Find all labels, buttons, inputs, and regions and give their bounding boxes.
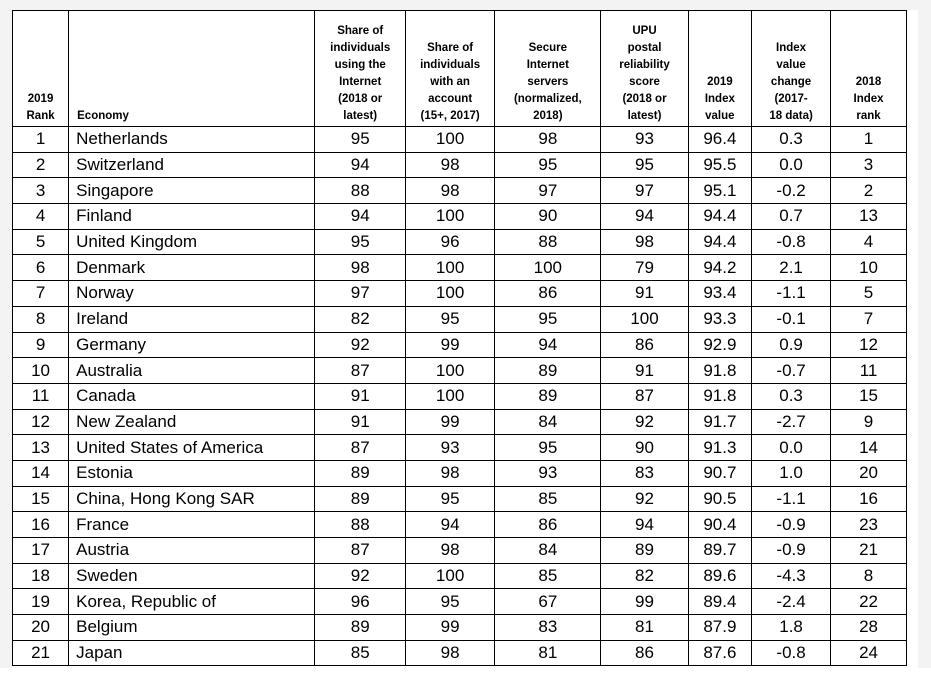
rank-2018-cell: 12 bbox=[831, 332, 907, 358]
rank-2018-cell: 3 bbox=[831, 152, 907, 178]
internet-share-cell: 89 bbox=[315, 615, 405, 641]
economy-cell: Singapore bbox=[69, 178, 315, 204]
index-change-cell: 0.0 bbox=[752, 435, 831, 461]
index-change-header: Index value change (2017- 18 data) bbox=[752, 11, 831, 127]
upu-score-cell: 94 bbox=[601, 512, 688, 538]
rank-2018-cell: 22 bbox=[831, 589, 907, 615]
secure-servers-cell: 83 bbox=[495, 615, 601, 641]
upu-score-cell: 90 bbox=[601, 435, 688, 461]
table-body bbox=[13, 127, 907, 666]
account-share-cell: 94 bbox=[405, 512, 494, 538]
index-value-cell: 91.8 bbox=[688, 383, 751, 409]
economy-cell: Canada bbox=[69, 383, 315, 409]
index-change-cell: 0.7 bbox=[752, 204, 831, 230]
economy-cell: Denmark bbox=[69, 255, 315, 281]
account-share-cell: 100 bbox=[405, 563, 494, 589]
index-value-cell: 91.8 bbox=[688, 358, 751, 384]
index-value-cell: 93.4 bbox=[688, 281, 751, 307]
rank-2019-cell: 6 bbox=[13, 255, 69, 281]
rank-2019-cell: 9 bbox=[13, 332, 69, 358]
index-change-cell: 0.3 bbox=[752, 127, 831, 153]
table-row bbox=[13, 409, 907, 435]
index-value-cell: 87.9 bbox=[688, 615, 751, 641]
upu-score-cell: 86 bbox=[601, 640, 688, 666]
index-change-cell: -0.8 bbox=[752, 229, 831, 255]
secure-servers-cell: 90 bbox=[495, 204, 601, 230]
secure-servers-header: Secure Internet servers (normalized, 2018) bbox=[495, 11, 601, 127]
index-change-cell: 0.9 bbox=[752, 332, 831, 358]
rank-2019-cell: 19 bbox=[13, 589, 69, 615]
rank-2019-cell: 8 bbox=[13, 306, 69, 332]
table-header bbox=[13, 11, 907, 127]
table-row bbox=[13, 229, 907, 255]
rank-2018-header: 2018 Index rank bbox=[831, 11, 907, 127]
internet-share-cell: 89 bbox=[315, 486, 405, 512]
economy-cell: Switzerland bbox=[69, 152, 315, 178]
rank-2018-cell: 4 bbox=[831, 229, 907, 255]
upu-score-cell: 99 bbox=[601, 589, 688, 615]
secure-servers-cell: 100 bbox=[495, 255, 601, 281]
index-change-cell: -0.2 bbox=[752, 178, 831, 204]
rank-2019-cell: 12 bbox=[13, 409, 69, 435]
table-row bbox=[13, 255, 907, 281]
table-row bbox=[13, 358, 907, 384]
account-share-cell: 100 bbox=[405, 127, 494, 153]
upu-score-cell: 92 bbox=[601, 486, 688, 512]
rank-2018-cell: 16 bbox=[831, 486, 907, 512]
rank-2019-header: 2019 Rank bbox=[13, 11, 69, 127]
secure-servers-cell: 86 bbox=[495, 281, 601, 307]
rank-2018-cell: 14 bbox=[831, 435, 907, 461]
rank-2019-cell: 2 bbox=[13, 152, 69, 178]
index-value-cell: 96.4 bbox=[688, 127, 751, 153]
economy-cell: Belgium bbox=[69, 615, 315, 641]
account-share-cell: 100 bbox=[405, 204, 494, 230]
upu-score-cell: 81 bbox=[601, 615, 688, 641]
internet-share-cell: 87 bbox=[315, 538, 405, 564]
rank-2019-cell: 3 bbox=[13, 178, 69, 204]
rank-2019-cell: 11 bbox=[13, 383, 69, 409]
economy-cell: Ireland bbox=[69, 306, 315, 332]
index-value-cell: 89.7 bbox=[688, 538, 751, 564]
secure-servers-cell: 89 bbox=[495, 358, 601, 384]
rank-2019-cell: 4 bbox=[13, 204, 69, 230]
rank-2018-cell: 1 bbox=[831, 127, 907, 153]
economy-cell: Japan bbox=[69, 640, 315, 666]
upu-score-cell: 89 bbox=[601, 538, 688, 564]
index-value-cell: 89.4 bbox=[688, 589, 751, 615]
internet-share-cell: 92 bbox=[315, 332, 405, 358]
rank-2018-cell: 5 bbox=[831, 281, 907, 307]
secure-servers-cell: 89 bbox=[495, 383, 601, 409]
table-row bbox=[13, 383, 907, 409]
index-value-cell: 94.4 bbox=[688, 229, 751, 255]
rank-2018-cell: 7 bbox=[831, 306, 907, 332]
internet-share-cell: 91 bbox=[315, 383, 405, 409]
upu-score-cell: 92 bbox=[601, 409, 688, 435]
internet-share-cell: 95 bbox=[315, 229, 405, 255]
rank-2018-cell: 21 bbox=[831, 538, 907, 564]
upu-score-cell: 93 bbox=[601, 127, 688, 153]
index-value-cell: 87.6 bbox=[688, 640, 751, 666]
rank-2018-cell: 28 bbox=[831, 615, 907, 641]
internet-share-cell: 87 bbox=[315, 435, 405, 461]
account-share-cell: 98 bbox=[405, 178, 494, 204]
account-share-cell: 99 bbox=[405, 332, 494, 358]
upu-score-cell: 94 bbox=[601, 204, 688, 230]
rank-2019-cell: 20 bbox=[13, 615, 69, 641]
economy-cell: Korea, Republic of bbox=[69, 589, 315, 615]
upu-score-cell: 83 bbox=[601, 460, 688, 486]
internet-share-cell: 95 bbox=[315, 127, 405, 153]
rank-2019-cell: 1 bbox=[13, 127, 69, 153]
economy-header: Economy bbox=[69, 11, 315, 127]
rank-2019-cell: 7 bbox=[13, 281, 69, 307]
table-row bbox=[13, 486, 907, 512]
account-share-cell: 100 bbox=[405, 281, 494, 307]
index-change-cell: -0.7 bbox=[752, 358, 831, 384]
account-share-cell: 95 bbox=[405, 306, 494, 332]
upu-score-cell: 98 bbox=[601, 229, 688, 255]
upu-score-cell: 87 bbox=[601, 383, 688, 409]
rank-2018-cell: 8 bbox=[831, 563, 907, 589]
upu-score-cell: 79 bbox=[601, 255, 688, 281]
secure-servers-cell: 88 bbox=[495, 229, 601, 255]
secure-servers-cell: 85 bbox=[495, 486, 601, 512]
index-value-cell: 94.2 bbox=[688, 255, 751, 281]
economy-cell: Austria bbox=[69, 538, 315, 564]
internet-share-cell: 94 bbox=[315, 204, 405, 230]
rank-2018-cell: 2 bbox=[831, 178, 907, 204]
table-row bbox=[13, 589, 907, 615]
secure-servers-cell: 81 bbox=[495, 640, 601, 666]
rank-2019-cell: 21 bbox=[13, 640, 69, 666]
index-value-cell: 91.7 bbox=[688, 409, 751, 435]
table-row bbox=[13, 512, 907, 538]
internet-share-header: Share of individuals using the Internet (2018 or latest) bbox=[315, 11, 405, 127]
table-row bbox=[13, 332, 907, 358]
economy-cell: Estonia bbox=[69, 460, 315, 486]
secure-servers-cell: 84 bbox=[495, 409, 601, 435]
index-value-cell: 95.5 bbox=[688, 152, 751, 178]
secure-servers-cell: 86 bbox=[495, 512, 601, 538]
secure-servers-cell: 84 bbox=[495, 538, 601, 564]
table-row bbox=[13, 615, 907, 641]
account-share-cell: 100 bbox=[405, 358, 494, 384]
economy-cell: Australia bbox=[69, 358, 315, 384]
table-row bbox=[13, 435, 907, 461]
table-row bbox=[13, 281, 907, 307]
rank-2018-cell: 23 bbox=[831, 512, 907, 538]
index-value-cell: 90.7 bbox=[688, 460, 751, 486]
economy-cell: New Zealand bbox=[69, 409, 315, 435]
index-change-cell: 2.1 bbox=[752, 255, 831, 281]
rank-2019-cell: 17 bbox=[13, 538, 69, 564]
rank-2018-cell: 24 bbox=[831, 640, 907, 666]
rank-2019-cell: 10 bbox=[13, 358, 69, 384]
table-row bbox=[13, 178, 907, 204]
rank-2018-cell: 11 bbox=[831, 358, 907, 384]
upu-score-cell: 91 bbox=[601, 358, 688, 384]
economy-cell: Germany bbox=[69, 332, 315, 358]
index-value-header: 2019 Index value bbox=[688, 11, 751, 127]
economy-cell: Netherlands bbox=[69, 127, 315, 153]
internet-share-cell: 94 bbox=[315, 152, 405, 178]
account-share-cell: 98 bbox=[405, 152, 494, 178]
upu-score-cell: 91 bbox=[601, 281, 688, 307]
table-row bbox=[13, 152, 907, 178]
index-change-cell: 0.3 bbox=[752, 383, 831, 409]
upu-score-cell: 100 bbox=[601, 306, 688, 332]
index-change-cell: 1.0 bbox=[752, 460, 831, 486]
upu-score-cell: 95 bbox=[601, 152, 688, 178]
upu-score-cell: 86 bbox=[601, 332, 688, 358]
internet-share-cell: 88 bbox=[315, 178, 405, 204]
economy-cell: China, Hong Kong SAR bbox=[69, 486, 315, 512]
header-row bbox=[13, 11, 907, 127]
rank-2018-cell: 15 bbox=[831, 383, 907, 409]
economy-cell: France bbox=[69, 512, 315, 538]
table-row bbox=[13, 460, 907, 486]
table-row bbox=[13, 538, 907, 564]
index-change-cell: -0.9 bbox=[752, 512, 831, 538]
economy-cell: United Kingdom bbox=[69, 229, 315, 255]
rank-2018-cell: 13 bbox=[831, 204, 907, 230]
economy-cell: United States of America bbox=[69, 435, 315, 461]
rank-2019-cell: 15 bbox=[13, 486, 69, 512]
account-share-cell: 100 bbox=[405, 255, 494, 281]
table-row bbox=[13, 563, 907, 589]
secure-servers-cell: 98 bbox=[495, 127, 601, 153]
rank-2019-cell: 13 bbox=[13, 435, 69, 461]
account-share-cell: 98 bbox=[405, 538, 494, 564]
index-change-cell: -4.3 bbox=[752, 563, 831, 589]
index-change-cell: -1.1 bbox=[752, 281, 831, 307]
secure-servers-cell: 93 bbox=[495, 460, 601, 486]
account-share-cell: 95 bbox=[405, 589, 494, 615]
index-change-cell: 0.0 bbox=[752, 152, 831, 178]
secure-servers-cell: 85 bbox=[495, 563, 601, 589]
index-value-cell: 91.3 bbox=[688, 435, 751, 461]
internet-share-cell: 88 bbox=[315, 512, 405, 538]
table-row bbox=[13, 640, 907, 666]
secure-servers-cell: 67 bbox=[495, 589, 601, 615]
internet-share-cell: 91 bbox=[315, 409, 405, 435]
account-share-cell: 98 bbox=[405, 460, 494, 486]
index-value-cell: 95.1 bbox=[688, 178, 751, 204]
table-row bbox=[13, 204, 907, 230]
internet-share-cell: 97 bbox=[315, 281, 405, 307]
internet-share-cell: 92 bbox=[315, 563, 405, 589]
account-share-cell: 95 bbox=[405, 486, 494, 512]
account-share-cell: 100 bbox=[405, 383, 494, 409]
internet-share-cell: 96 bbox=[315, 589, 405, 615]
rank-2019-cell: 16 bbox=[13, 512, 69, 538]
account-share-cell: 93 bbox=[405, 435, 494, 461]
economy-cell: Norway bbox=[69, 281, 315, 307]
upu-score-cell: 82 bbox=[601, 563, 688, 589]
rank-2018-cell: 20 bbox=[831, 460, 907, 486]
index-value-cell: 92.9 bbox=[688, 332, 751, 358]
secure-servers-cell: 95 bbox=[495, 435, 601, 461]
rank-2019-cell: 5 bbox=[13, 229, 69, 255]
rank-2019-cell: 18 bbox=[13, 563, 69, 589]
rank-2018-cell: 9 bbox=[831, 409, 907, 435]
secure-servers-cell: 95 bbox=[495, 152, 601, 178]
index-change-cell: -0.8 bbox=[752, 640, 831, 666]
rank-2018-cell: 10 bbox=[831, 255, 907, 281]
secure-servers-cell: 95 bbox=[495, 306, 601, 332]
index-table bbox=[12, 10, 907, 666]
account-share-cell: 99 bbox=[405, 615, 494, 641]
index-value-cell: 90.5 bbox=[688, 486, 751, 512]
economy-cell: Sweden bbox=[69, 563, 315, 589]
upu-score-header: UPU postal reliability score (2018 or latest) bbox=[601, 11, 688, 127]
account-share-cell: 99 bbox=[405, 409, 494, 435]
table-row bbox=[13, 127, 907, 153]
internet-share-cell: 87 bbox=[315, 358, 405, 384]
internet-share-cell: 85 bbox=[315, 640, 405, 666]
table-row bbox=[13, 306, 907, 332]
rank-2019-cell: 14 bbox=[13, 460, 69, 486]
index-change-cell: -0.1 bbox=[752, 306, 831, 332]
secure-servers-cell: 97 bbox=[495, 178, 601, 204]
index-change-cell: -1.1 bbox=[752, 486, 831, 512]
economy-cell: Finland bbox=[69, 204, 315, 230]
index-change-cell: -0.9 bbox=[752, 538, 831, 564]
account-share-header: Share of individuals with an account (15+, 2017) bbox=[405, 11, 494, 127]
index-change-cell: 1.8 bbox=[752, 615, 831, 641]
upu-score-cell: 97 bbox=[601, 178, 688, 204]
account-share-cell: 98 bbox=[405, 640, 494, 666]
internet-share-cell: 89 bbox=[315, 460, 405, 486]
index-value-cell: 94.4 bbox=[688, 204, 751, 230]
internet-share-cell: 98 bbox=[315, 255, 405, 281]
index-value-cell: 89.6 bbox=[688, 563, 751, 589]
secure-servers-cell: 94 bbox=[495, 332, 601, 358]
account-share-cell: 96 bbox=[405, 229, 494, 255]
index-value-cell: 93.3 bbox=[688, 306, 751, 332]
index-change-cell: -2.7 bbox=[752, 409, 831, 435]
index-value-cell: 90.4 bbox=[688, 512, 751, 538]
index-change-cell: -2.4 bbox=[752, 589, 831, 615]
internet-share-cell: 82 bbox=[315, 306, 405, 332]
